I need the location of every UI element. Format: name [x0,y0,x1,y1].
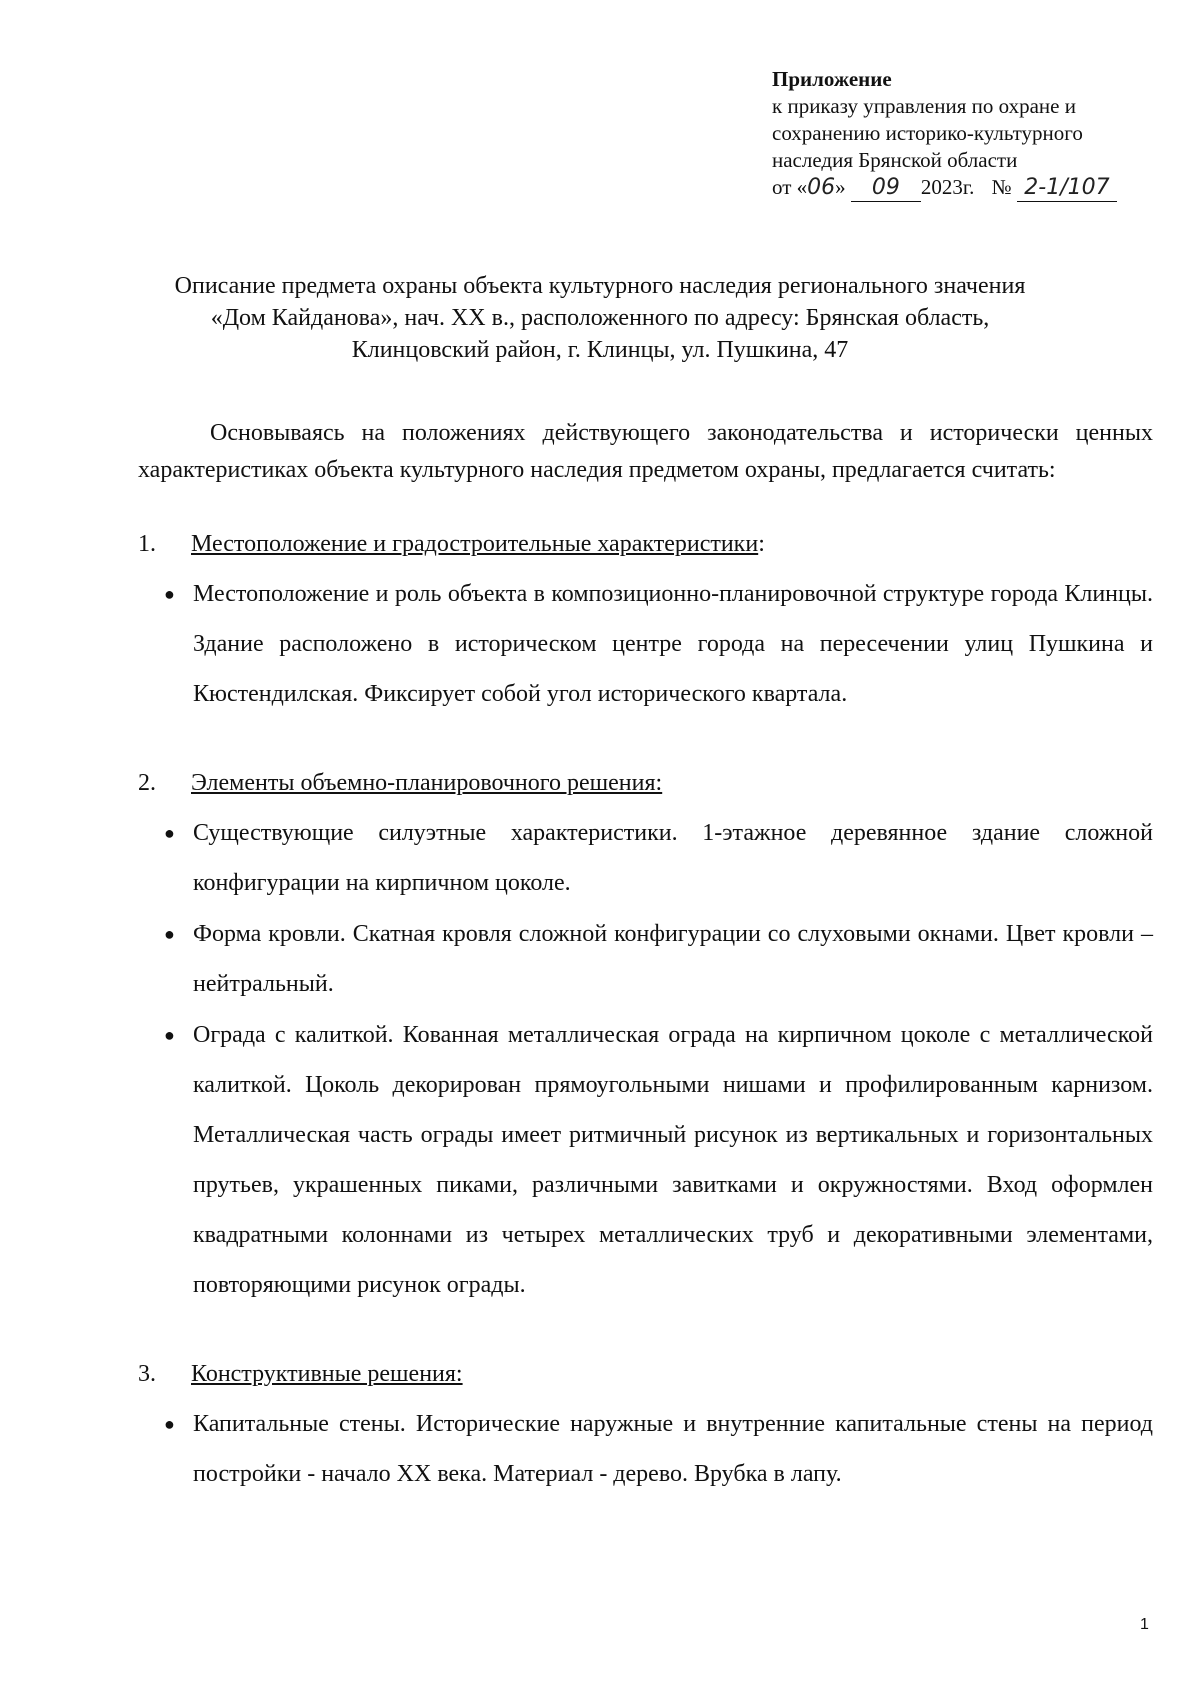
section-title-suffix: : [758,531,765,557]
bullet-item [138,808,1153,908]
bullet-icon: ● [164,1025,175,1045]
bullet-icon: ● [164,584,175,604]
year-text: 2023г. [920,175,975,199]
section-title: Элементы объемно-планировочного решения: [191,770,663,796]
bullet-item [138,569,1153,719]
appendix-title: Приложение [772,67,892,91]
section-title: Местоположение и градостроительные характеристики [191,531,759,557]
bullet-list [138,808,1153,1310]
title-line-3: Клинцовский район, г. Клинцы, ул. Пушкина, 47 [351,337,849,363]
appendix-line-1: к приказу управления по охране и [772,94,1076,118]
bullet-text: Капитальные стены. Исторические наружные и внутренние капитальные стены на период постройки - начало XX века. Материал - дерево. Врубка в лапу. [193,1411,1153,1487]
bullet-text: Форма кровли. Скатная кровля сложной конфигурации со слуховыми окнами. Цвет кровли – нейтральный. [193,921,1153,997]
section-1 [138,527,1153,720]
intro-paragraph: Основываясь на положениях действующего законодательства и исторически ценных характеристиках объекта культурного наследия предметом охраны, предлагается считать: [138,420,1153,483]
appendix-line-2: сохранению историко-культурного [772,121,1083,145]
bullet-icon: ● [164,924,175,944]
appendix-line-3: наследия Брянской области [772,148,1018,172]
bullet-item [138,909,1153,1009]
section-title: Конструктивные решения: [191,1361,463,1387]
appendix-date-line [772,174,1172,202]
handwritten-day: 06 [807,175,836,200]
bullet-icon: ● [164,1414,175,1434]
number-label: № [991,175,1012,199]
section-number: 3. [138,1361,156,1387]
bullet-item [138,1399,1153,1499]
bullet-list [138,1399,1153,1499]
document-title [100,270,1100,366]
section-3 [138,1357,1153,1500]
page-number: 1 [1140,1616,1149,1633]
bullet-icon: ● [164,823,175,843]
title-line-1: Описание предмета охраны объекта культурного наследия регионального значения [174,273,1026,299]
bullet-text: Ограда с калиткой. Кованная металлическая ограда на кирпичном цоколе с металлической калиткой. Цоколь декорирован прямоугольными нишами и профилированным карнизом. Металлическая часть ограды имеет ритмичный рисунок из вертикальных и горизонтальных прутьев, украшенных пиками, различными завитками и окружностями. Вход оформлен квадратными колоннами из четырех металлических труб и декоративными элементами, повторяющими рисунок ограды. [193,1022,1153,1298]
handwritten-month: 09 [851,174,921,202]
bullet-list [138,569,1153,719]
bullet-text: Местоположение и роль объекта в композиционно-планировочной структуре города Клинцы. Здание расположено в историческом центре города на пересечении улиц Пушкина и Кюстендилская. Фиксирует собой угол исторического квартала. [193,581,1153,707]
section-heading [138,766,1153,800]
section-number: 1. [138,531,156,557]
section-heading [138,527,1153,561]
bullet-item [138,1010,1153,1310]
title-line-2: «Дом Кайданова», нач. XX в., расположенного по адресу: Брянская область, [210,305,990,331]
appendix-block [772,66,1172,202]
bullet-text: Существующие силуэтные характеристики. 1-этажное деревянное здание сложной конфигурации на кирпичном цоколе. [193,820,1153,896]
section-2 [138,766,1153,1311]
section-heading [138,1357,1153,1391]
date-mid: » [835,175,846,199]
date-prefix: от « [772,175,808,199]
section-number: 2. [138,770,156,796]
handwritten-number: 2-1/107 [1017,174,1117,202]
